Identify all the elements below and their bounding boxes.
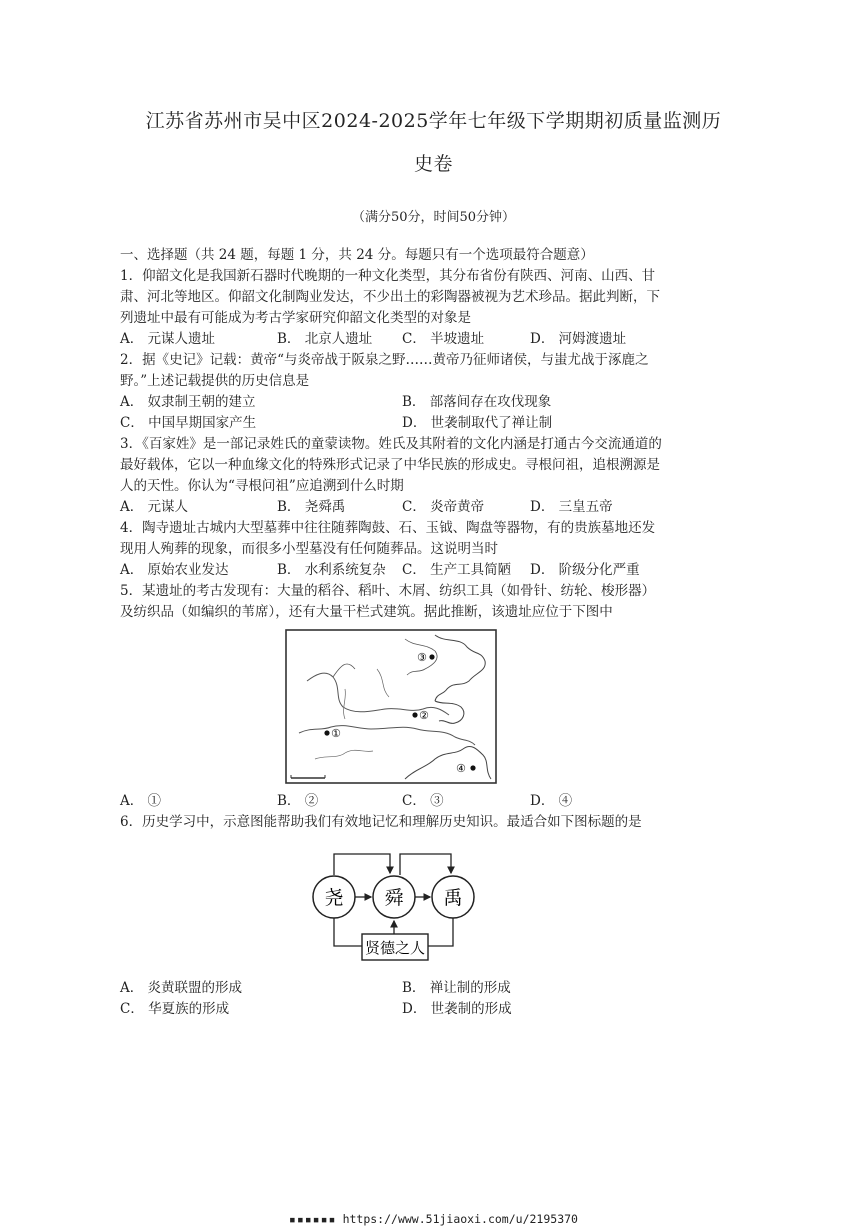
question-1-option-c[interactable]: C． 半坡遗址 — [402, 331, 485, 347]
question-3-option-d[interactable]: D． 三皇五帝 — [530, 499, 613, 515]
question-5-option-b[interactable]: B． ② — [277, 793, 319, 809]
question-6-option-b[interactable]: B． 禅让制的形成 — [402, 980, 511, 996]
map-marker-3: ③ — [417, 651, 427, 664]
china-map-figure — [285, 629, 497, 784]
question-4-option-d[interactable]: D． 阶级分化严重 — [530, 562, 640, 578]
question-1-option-b[interactable]: B． 北京人遗址 — [277, 331, 373, 347]
diagram-node-yao-label: 尧 — [324, 887, 344, 909]
question-1-option-d[interactable]: D． 河姆渡遗址 — [530, 331, 627, 347]
footer-url[interactable]: https://www.51jiaoxi.com/u/2195370 — [342, 1212, 578, 1226]
question-3-line-1: 3．《百家姓》是一部记录姓氏的童蒙读物。姓氏及其附着的文化内涵是打通古今交流通道的 — [120, 436, 662, 452]
map-marker-1: ① — [331, 727, 341, 740]
map-marker-4: ④ — [456, 762, 466, 775]
question-3-option-c[interactable]: C． 炎帝黄帝 — [402, 499, 485, 515]
question-2-line-2: 野。”上述记载提供的历史信息是 — [120, 373, 310, 389]
question-6-option-c[interactable]: C． 华夏族的形成 — [120, 1001, 230, 1017]
page-title: 江苏省苏州市吴中区2024-2025学年七年级下学期期初质量监测历 — [145, 110, 722, 132]
question-4-line-2: 现用人殉葬的现象，而很多小型墓没有任何随葬品。这说明当时 — [120, 541, 498, 557]
question-5-option-c[interactable]: C． ③ — [402, 793, 444, 809]
question-1-line-2: 肃、河北等地区。仰韶文化制陶业发达，不少出土的彩陶器被视为艺术珍品。据此判断，下 — [120, 289, 660, 305]
diagram-box-label: 贤德之人 — [364, 939, 426, 957]
map-marker-1-dot — [324, 730, 329, 735]
question-5-option-d[interactable]: D． ④ — [530, 793, 573, 809]
footer-dots: ▪▪▪▪▪▪ — [289, 1212, 337, 1226]
question-5-option-a[interactable]: A． ① — [120, 793, 162, 809]
question-1-option-a[interactable]: A． 元谋人遗址 — [120, 331, 216, 347]
question-1-line-1: 1．仰韶文化是我国新石器时代晚期的一种文化类型，其分布省份有陕西、河南、山西、甘 — [120, 268, 656, 284]
succession-diagram — [310, 852, 475, 964]
question-2-option-d[interactable]: D． 世袭制取代了禅让制 — [402, 415, 553, 431]
question-2-option-c[interactable]: C． 中国早期国家产生 — [120, 415, 257, 431]
question-3-option-a[interactable]: A． 元谋人 — [120, 499, 189, 515]
question-3-line-3: 人的天性。你认为“寻根问祖”应追溯到什么时期 — [120, 478, 404, 494]
question-4-line-1: 4．陶寺遗址古城内大型墓葬中往往随葬陶鼓、石、玉钺、陶盘等器物，有的贵族墓地还发 — [120, 520, 656, 536]
section-header: 一、选择题（共 24 题，每题 1 分，共 24 分。每题只有一个选项最符合题意） — [120, 247, 594, 263]
map-marker-2: ② — [419, 709, 429, 722]
map-marker-3-dot — [429, 654, 434, 659]
diagram-node-yu-label: 禹 — [443, 887, 463, 909]
diagram-node-shun-label: 舜 — [384, 887, 404, 909]
question-4-option-b[interactable]: B． 水利系统复杂 — [277, 562, 386, 578]
question-5-line-2: 及纺织品（如编织的苇席），还有大量干栏式建筑。据此推断，该遗址应位于下图中 — [120, 604, 613, 620]
question-6-option-a[interactable]: A． 炎黄联盟的形成 — [120, 980, 243, 996]
exam-info: （满分50分，时间50分钟） — [351, 210, 516, 225]
question-6-option-d[interactable]: D． 世袭制的形成 — [402, 1001, 512, 1017]
question-5-line-1: 5．某遗址的考古发现有：大量的稻谷、稻叶、木屑、纺织工具（如骨针、纺轮、梭形器） — [120, 583, 656, 599]
question-4-option-c[interactable]: C． 生产工具简陋 — [402, 562, 512, 578]
question-2-option-b[interactable]: B． 部落间存在攻伐现象 — [402, 394, 552, 410]
page-title-continued: 史卷 — [413, 153, 453, 175]
question-3-line-2: 最好载体，它以一种血缘文化的特殊形式记录了中华民族的形成史。寻根问祖，追根溯源是 — [120, 457, 660, 473]
footer-watermark — [0, 1212, 867, 1226]
map-marker-2-dot — [412, 712, 417, 717]
question-1-line-3: 列遗址中最有可能成为考古学家研究仰韶文化类型的对象是 — [120, 310, 471, 326]
question-6-line-1: 6．历史学习中，示意图能帮助我们有效地记忆和理解历史知识。最适合如下图标题的是 — [120, 814, 642, 830]
map-marker-4-dot — [470, 765, 475, 770]
question-4-option-a[interactable]: A． 原始农业发达 — [120, 562, 229, 578]
question-3-option-b[interactable]: B． 尧舜禹 — [277, 499, 346, 515]
question-2-line-1: 2．据《史记》记载：黄帝“与炎帝战于阪泉之野……黄帝乃征师诸侯，与蚩尤战于涿鹿之 — [120, 352, 649, 368]
question-2-option-a[interactable]: A． 奴隶制王朝的建立 — [120, 394, 256, 410]
